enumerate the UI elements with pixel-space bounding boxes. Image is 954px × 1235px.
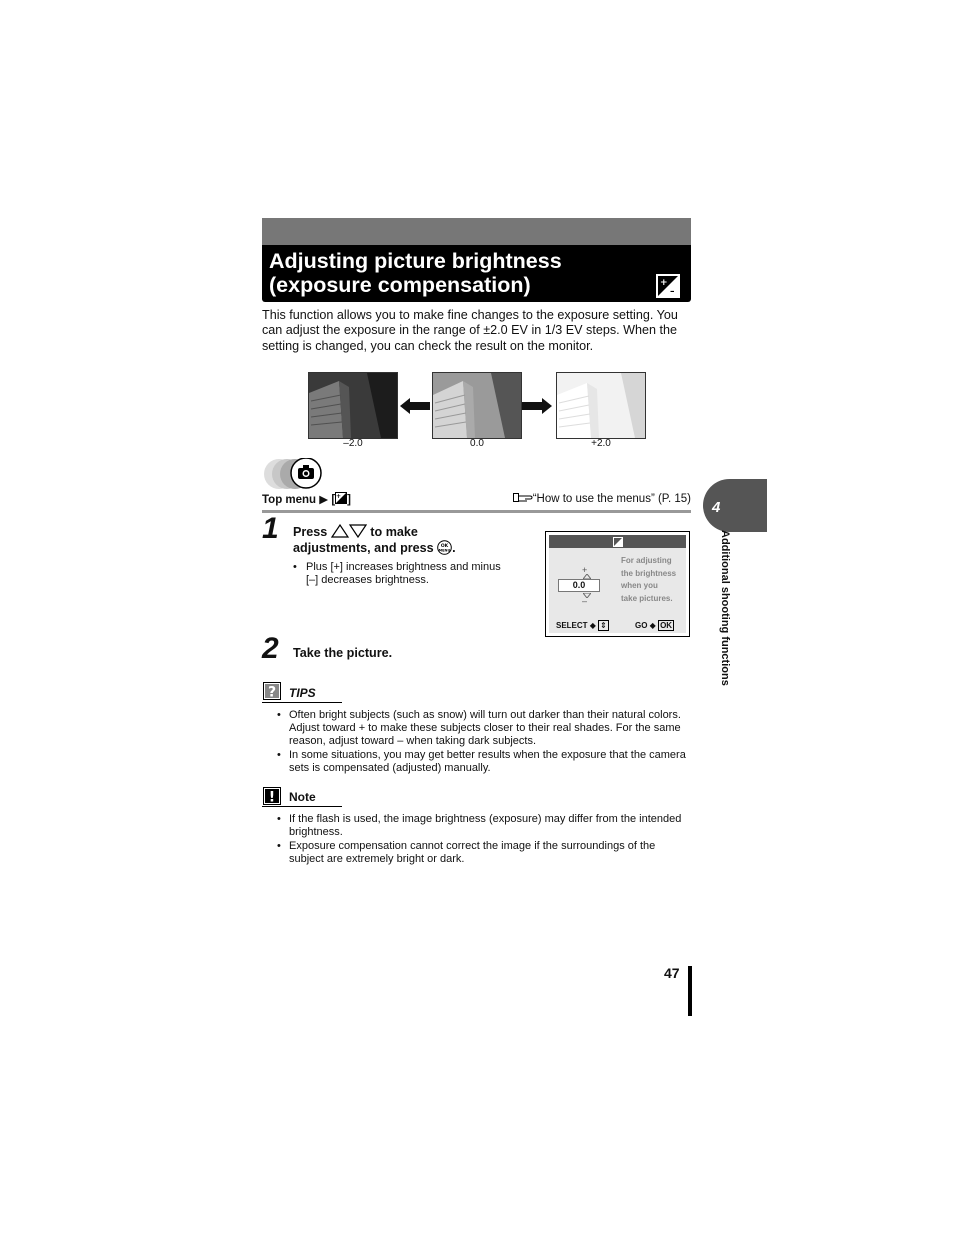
arrow-left-icon [400,398,430,414]
reference-hand-icon [513,492,533,503]
up-down-arrows-icon [331,524,367,538]
step-1-instruction: Press to make adjustments, and press OK MENU . [293,525,456,555]
help-line: the brightness [621,568,677,578]
note-item: • If the flash is used, the image brightness (exposure) may differ from the intended brightness. [277,813,691,839]
go-label: GO [635,621,648,630]
minus-sign: – [582,596,588,606]
sample-caption: –2.0 [343,438,363,449]
menu-path-row [262,492,691,508]
intro-line: setting is changed, you can check the result on the monitor. [262,338,594,353]
step-1-bullet: • Plus [+] increases brightness and minus [–] decreases brightness. [293,561,533,587]
divider [262,510,691,513]
step-number: 1 [262,512,279,545]
note-item: • Exposure compensation cannot correct the image if the surroundings of the subject are extremely bright or dark. [277,840,691,866]
step-2-instruction: Take the picture. [293,646,393,660]
svg-text:OK: OK [441,544,449,549]
step-number: 2 [262,632,279,665]
chapter-label: Additional shooting functions [719,530,731,686]
arrow-right-icon [522,398,552,414]
exposure-value: 0.0 [558,579,600,592]
page-title-line2: (exposure compensation) [269,273,531,297]
tips-item: • Often bright subjects (such as snow) will turn out darker than their natural colors. Adjust toward + to make these subjects closer to their real shades. For the same reason, adjust toward – when taking dark subjects. [277,709,691,747]
menu-reference-text: “How to use the menus” (P. 15) [532,493,691,505]
sample-photo-normal [432,372,522,439]
svg-text:–: – [670,287,675,296]
sample-caption: +2.0 [591,438,611,449]
intro-line: can adjust the exposure in the range of ±2.0 EV in 1/3 EV steps. When the [262,323,678,338]
tips-list [277,709,691,776]
note-rule [262,806,342,807]
chapter-number: 4 [712,499,721,516]
select-hint: SELECT ◆ ⇕ [556,621,607,630]
sample-caption: 0.0 [470,438,484,449]
step-1-text: Press [293,525,331,539]
step-1-text: adjustments, and press [293,541,438,555]
tips-question-icon [263,682,281,700]
plus-sign: + [582,565,588,575]
note-heading: Note [289,790,316,804]
select-label: SELECT [556,621,588,630]
svg-text:!: ! [268,789,276,805]
intro-line: This function allows you to make fine changes to the exposure setting. You [262,308,678,322]
step-1-text: to make [366,525,418,539]
tips-heading: TIPS [289,686,316,700]
monitor-help-text [621,555,676,605]
note-exclamation-icon [263,787,281,805]
menu-path-text: Top menu ▶ [ [262,494,336,506]
exposure-compensation-icon [656,274,680,298]
monitor-display [549,535,686,633]
sample-photo-bright [556,372,646,439]
shooting-mode-icon [263,458,327,490]
intro-paragraph [262,308,692,354]
sample-photo-dark [308,372,398,439]
page-title-line1: Adjusting picture brightness [269,249,562,273]
page-number: 47 [664,965,680,981]
help-line: take pictures. [621,593,673,603]
svg-text:?: ? [267,684,277,700]
up-down-key-icon: ⇕ [600,621,607,630]
step-1-bullet-line: [–] decreases brightness. [306,574,429,586]
tips-rule [262,702,342,703]
help-line: when you [621,581,658,591]
help-line: For adjusting [621,556,672,565]
monitor-header [549,535,686,548]
header-band [262,218,691,245]
go-hint: GO ◆ OK [635,621,673,630]
exposure-compensation-icon [335,492,347,504]
svg-text:MENU: MENU [438,548,451,553]
note-list [277,813,691,867]
page-number-bar [688,966,692,1016]
menu-path: Top menu ▶ [ + ] [262,493,351,506]
title-band [262,245,691,302]
svg-text:+: + [660,278,668,288]
step-1-bullet-line: Plus [+] increases brightness and minus [306,561,501,573]
ok-key: OK [660,621,673,630]
exposure-compensation-icon [613,537,623,547]
tips-item: • In some situations, you may get better results when the exposure that the camera sets is compensated (adjusted) manually. [277,749,691,775]
camera-monitor-screen [545,531,690,637]
ok-menu-button-icon [437,540,452,555]
svg-text:+: + [336,493,342,500]
menu-reference [513,492,691,505]
